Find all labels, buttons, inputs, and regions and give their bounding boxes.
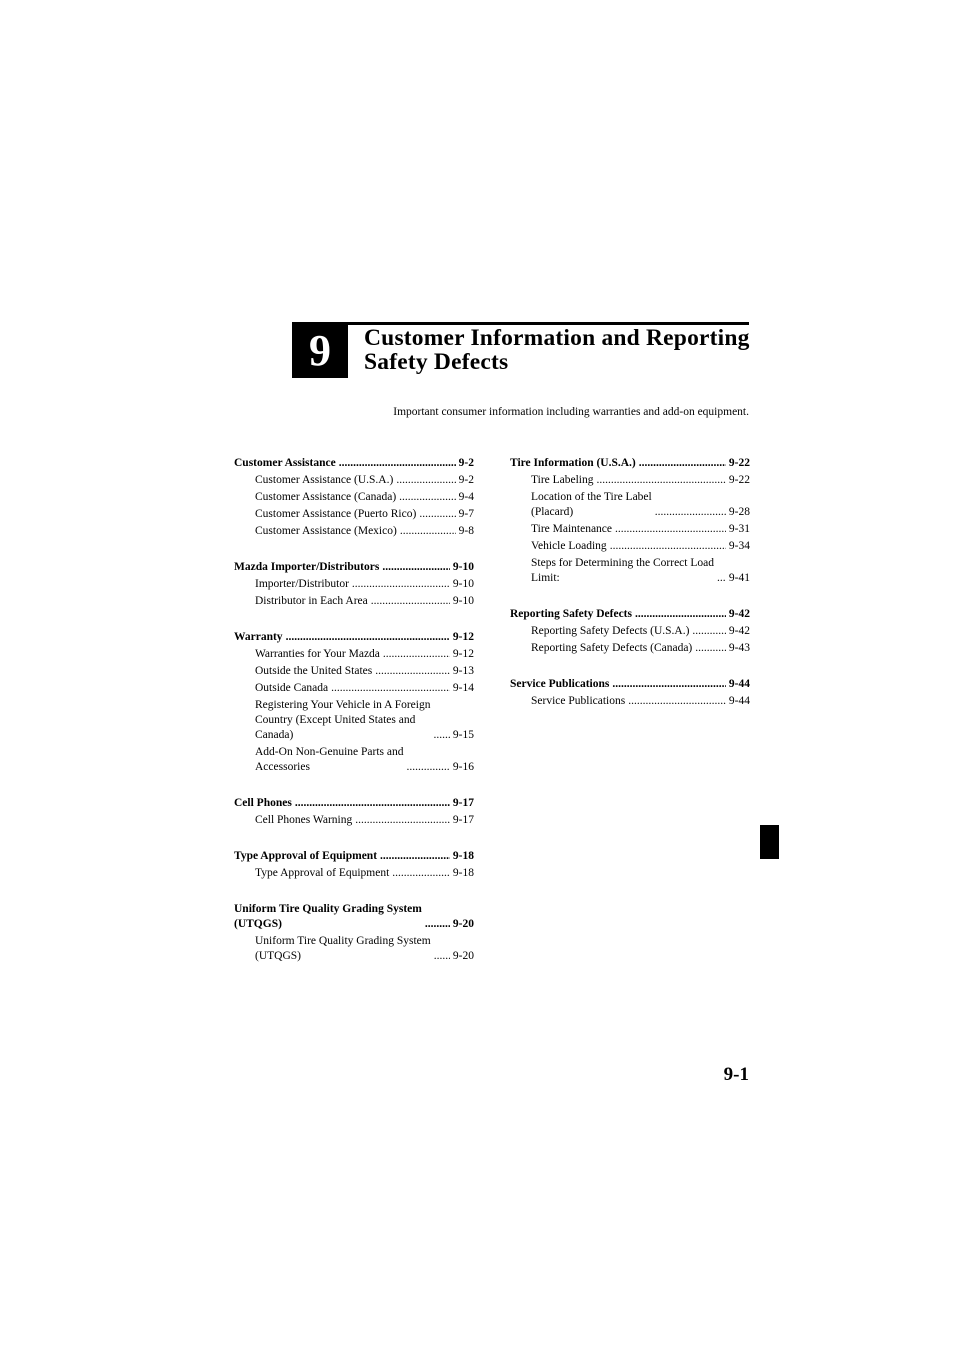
toc-entry[interactable] — [510, 556, 750, 586]
toc-entry[interactable] — [510, 539, 750, 554]
toc-section-heading-title: Reporting Safety Defects — [510, 608, 632, 620]
toc-entry-title: Tire Maintenance — [531, 523, 613, 535]
toc-entry-page: 9-7 — [458, 508, 474, 520]
toc-section-heading[interactable] — [510, 607, 750, 622]
toc-section-heading-title: Service Publications — [510, 678, 610, 690]
dot-leader — [392, 866, 450, 881]
toc-entry-title: Reporting Safety Defects (U.S.A.) — [531, 625, 690, 637]
toc-section-heading-page: 9-20 — [452, 918, 474, 930]
toc-entry[interactable] — [234, 577, 474, 592]
dot-leader — [295, 796, 450, 811]
toc-section-heading-page: 9-2 — [458, 457, 474, 469]
toc-entry[interactable] — [234, 473, 474, 488]
toc-entry[interactable] — [234, 934, 474, 964]
dot-leader — [396, 473, 455, 488]
toc-entry[interactable] — [510, 694, 750, 709]
toc-entry[interactable] — [510, 641, 750, 656]
toc-section-heading[interactable] — [510, 456, 750, 471]
toc-section-heading-page: 9-44 — [728, 678, 750, 690]
dot-leader — [339, 456, 456, 471]
toc-entry-page: 9-20 — [452, 950, 474, 962]
dot-leader — [433, 728, 449, 743]
dot-leader — [331, 681, 450, 696]
toc-section-heading[interactable] — [234, 560, 474, 575]
toc-section — [234, 560, 474, 609]
toc-section-heading-page: 9-22 — [728, 457, 750, 469]
page-number: 9-1 — [723, 1064, 749, 1085]
toc-section — [510, 607, 750, 656]
dot-leader — [355, 813, 450, 828]
toc-entry[interactable] — [234, 681, 474, 696]
toc-entry[interactable] — [234, 664, 474, 679]
toc-entry-page: 9-13 — [452, 665, 474, 677]
toc-entry-page: 9-14 — [452, 682, 474, 694]
toc-section-heading[interactable] — [510, 677, 750, 692]
dot-leader — [399, 490, 455, 505]
toc-entry-page: 9-22 — [728, 474, 750, 486]
toc-section-heading[interactable] — [234, 456, 474, 471]
toc-section — [234, 630, 474, 775]
toc-entry-page: 9-8 — [458, 525, 474, 537]
toc-entry-page: 9-34 — [728, 540, 750, 552]
toc-entry-title: Importer/Distributor — [255, 578, 349, 590]
toc-entry-page: 9-42 — [728, 625, 750, 637]
chapter-number: 9 — [309, 325, 331, 375]
dot-leader — [639, 456, 726, 471]
toc-entry-page: 9-4 — [458, 491, 474, 503]
toc-entry-page: 9-44 — [728, 695, 750, 707]
toc-entry[interactable] — [234, 490, 474, 505]
toc-entry[interactable] — [234, 524, 474, 539]
dot-leader — [655, 505, 726, 520]
toc-entry-page: 9-10 — [452, 595, 474, 607]
toc-entry-title: Add-On Non-Genuine Parts and Accessories — [255, 746, 404, 773]
chapter-subtitle: Important consumer information including warranties and add-on equipment. — [393, 406, 749, 418]
toc-left-column — [234, 456, 474, 985]
toc-entry[interactable] — [234, 745, 474, 775]
toc-entry-title: Customer Assistance (U.S.A.) — [255, 474, 394, 486]
toc-section — [234, 849, 474, 881]
toc-section-heading-page: 9-10 — [452, 561, 474, 573]
toc-section — [510, 677, 750, 709]
dot-leader — [717, 571, 726, 586]
toc-section — [234, 902, 474, 964]
toc-entry-title: Location of the Tire Label (Placard) — [531, 491, 652, 518]
toc-entry-title: Reporting Safety Defects (Canada) — [531, 642, 693, 654]
toc-section-heading-title: Customer Assistance — [234, 457, 336, 469]
toc-entry-title: Steps for Determining the Correct Load Limit: — [531, 557, 714, 584]
dot-leader — [352, 577, 450, 592]
toc-entry-page: 9-41 — [728, 572, 750, 584]
chapter-number-box — [292, 322, 348, 378]
toc-entry-title: Customer Assistance (Canada) — [255, 491, 397, 503]
toc-entry-page: 9-17 — [452, 814, 474, 826]
toc-entry-page: 9-10 — [452, 578, 474, 590]
toc-section-heading[interactable] — [234, 849, 474, 864]
toc-entry-title: Uniform Tire Quality Grading System (UTQGS) — [255, 935, 431, 962]
toc-entry[interactable] — [234, 647, 474, 662]
toc-section-heading-page: 9-42 — [728, 608, 750, 620]
toc-entry-title: Outside the United States — [255, 665, 373, 677]
dot-leader — [419, 507, 455, 522]
toc-section — [234, 456, 474, 539]
chapter-title: Customer Information and Reporting Safety Defects — [364, 325, 750, 375]
toc-entry-page: 9-12 — [452, 648, 474, 660]
toc-right-column — [510, 456, 750, 730]
toc-entry[interactable] — [234, 594, 474, 609]
dot-leader — [695, 641, 726, 656]
toc-section-heading[interactable] — [234, 630, 474, 645]
toc-section-heading-title: Tire Information (U.S.A.) — [510, 457, 636, 469]
toc-section-heading-page: 9-12 — [452, 631, 474, 643]
dot-leader — [597, 473, 726, 488]
toc-entry-page: 9-18 — [452, 867, 474, 879]
dot-leader — [400, 524, 456, 539]
dot-leader — [612, 677, 726, 692]
dot-leader — [628, 694, 726, 709]
toc-entry-title: Customer Assistance (Puerto Rico) — [255, 508, 417, 520]
toc-entry-title: Outside Canada — [255, 682, 329, 694]
toc-entry-title: Tire Labeling — [531, 474, 594, 486]
dot-leader — [375, 664, 450, 679]
toc-section-heading-page: 9-17 — [452, 797, 474, 809]
toc-entry-title: Registering Your Vehicle in A Foreign Country (Except United States and Canada) — [255, 699, 431, 741]
toc-entry-page: 9-43 — [728, 642, 750, 654]
toc-entry[interactable] — [510, 522, 750, 537]
toc-entry-title: Cell Phones Warning — [255, 814, 353, 826]
toc-section-heading-title: Uniform Tire Quality Grading System (UTQGS) — [234, 903, 422, 930]
toc-section-heading[interactable] — [234, 902, 474, 932]
toc-entry-page: 9-2 — [458, 474, 474, 486]
toc-entry[interactable] — [510, 490, 750, 520]
dot-leader — [380, 849, 450, 864]
toc-entry[interactable] — [234, 866, 474, 881]
toc-entry[interactable] — [510, 624, 750, 639]
toc-entry-page: 9-31 — [728, 523, 750, 535]
dot-leader — [610, 539, 726, 554]
toc-entry[interactable] — [234, 813, 474, 828]
toc-entry[interactable] — [234, 698, 474, 743]
dot-leader — [286, 630, 450, 645]
toc-section — [234, 796, 474, 828]
toc-section — [510, 456, 750, 586]
dot-leader — [615, 522, 726, 537]
toc-entry-page: 9-28 — [728, 506, 750, 518]
toc-section-heading-title: Cell Phones — [234, 797, 292, 809]
dot-leader — [425, 917, 450, 932]
toc-entry[interactable] — [510, 473, 750, 488]
toc-entry-title: Vehicle Loading — [531, 540, 607, 552]
chapter-thumb-tab — [760, 825, 779, 859]
dot-leader — [434, 949, 450, 964]
toc-entry-title: Customer Assistance (Mexico) — [255, 525, 397, 537]
toc-entry-page: 9-15 — [452, 729, 474, 741]
dot-leader — [383, 647, 450, 662]
toc-entry-page: 9-16 — [452, 761, 474, 773]
toc-entry[interactable] — [234, 507, 474, 522]
toc-section-heading-title: Warranty — [234, 631, 283, 643]
toc-entry-title: Warranties for Your Mazda — [255, 648, 380, 660]
toc-section-heading[interactable] — [234, 796, 474, 811]
dot-leader — [635, 607, 726, 622]
toc-entry-title: Service Publications — [531, 695, 626, 707]
dot-leader — [371, 594, 450, 609]
toc-entry-title: Type Approval of Equipment — [255, 867, 390, 879]
dot-leader — [382, 560, 450, 575]
toc-entry-title: Distributor in Each Area — [255, 595, 368, 607]
dot-leader — [692, 624, 726, 639]
toc-section-heading-page: 9-18 — [452, 850, 474, 862]
dot-leader — [407, 760, 450, 775]
toc-section-heading-title: Mazda Importer/Distributors — [234, 561, 380, 573]
toc-section-heading-title: Type Approval of Equipment — [234, 850, 378, 862]
